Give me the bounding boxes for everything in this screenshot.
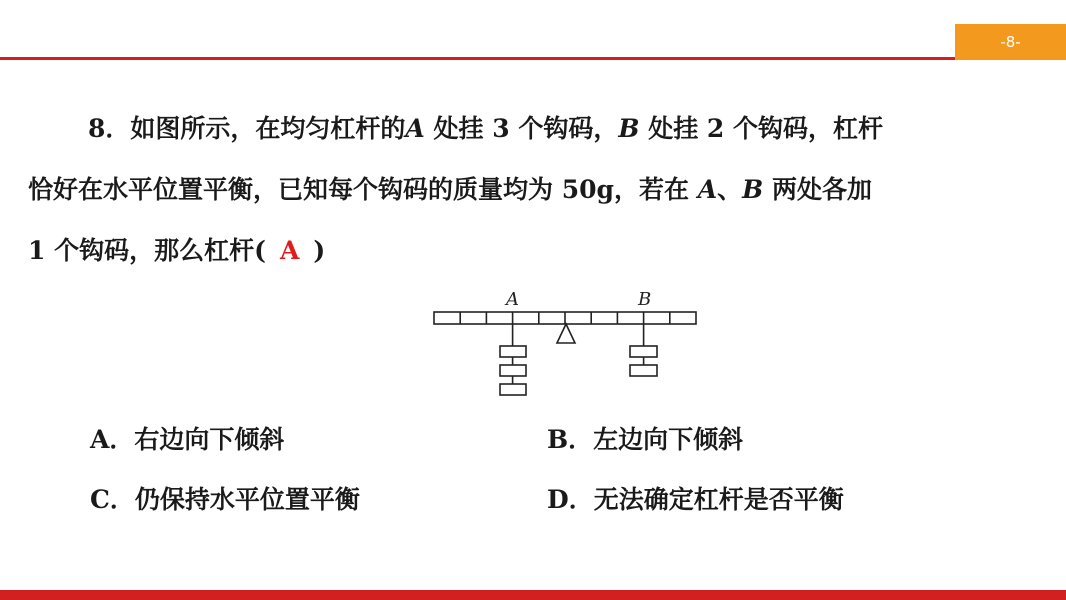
question-number: 8 [88,114,106,143]
option-letter: A [90,425,110,454]
option-letter: D [547,485,569,514]
question-line-3: 1 个钩码，那么杠杆( A ) [28,236,326,265]
weights-at-b [630,324,657,376]
option-a[interactable] [90,420,284,456]
question-line-2: 恰好在水平位置平衡，已知每个钩码的质量均为 50g，若在 A、B 两处各加 [28,175,872,204]
question-block [28,98,1043,281]
option-d[interactable] [547,480,844,516]
top-red-rule [0,57,1066,60]
option-letter: B [547,425,569,454]
point-b-label: B [742,175,764,204]
point-b-label: B [618,114,640,143]
diagram-label-a: A [506,289,519,310]
weights-at-a [500,324,526,395]
diagram-label-b: B [638,289,652,310]
option-text: ．仍保持水平位置平衡 [109,485,360,514]
page-number: -8- [1000,33,1021,51]
page-number-badge [955,24,1066,60]
question-line-1: 8．如图所示，在均匀杠杆的A 处挂 3 个钩码，B 处挂 2 个钩码，杠杆 [88,114,884,143]
option-c[interactable] [90,480,360,516]
option-letter: C [90,485,110,514]
option-text: ．无法确定杠杆是否平衡 [568,485,844,514]
answer-text: A [279,236,300,265]
bottom-red-rule [0,590,1066,600]
lever-bar [434,312,696,324]
point-a-label: A [405,114,425,143]
option-text: ．右边向下倾斜 [109,425,285,454]
fulcrum [557,324,575,343]
option-b[interactable] [547,420,743,456]
option-text: ．左边向下倾斜 [568,425,744,454]
lever-diagram [430,286,700,404]
point-a-label: A [697,175,718,204]
